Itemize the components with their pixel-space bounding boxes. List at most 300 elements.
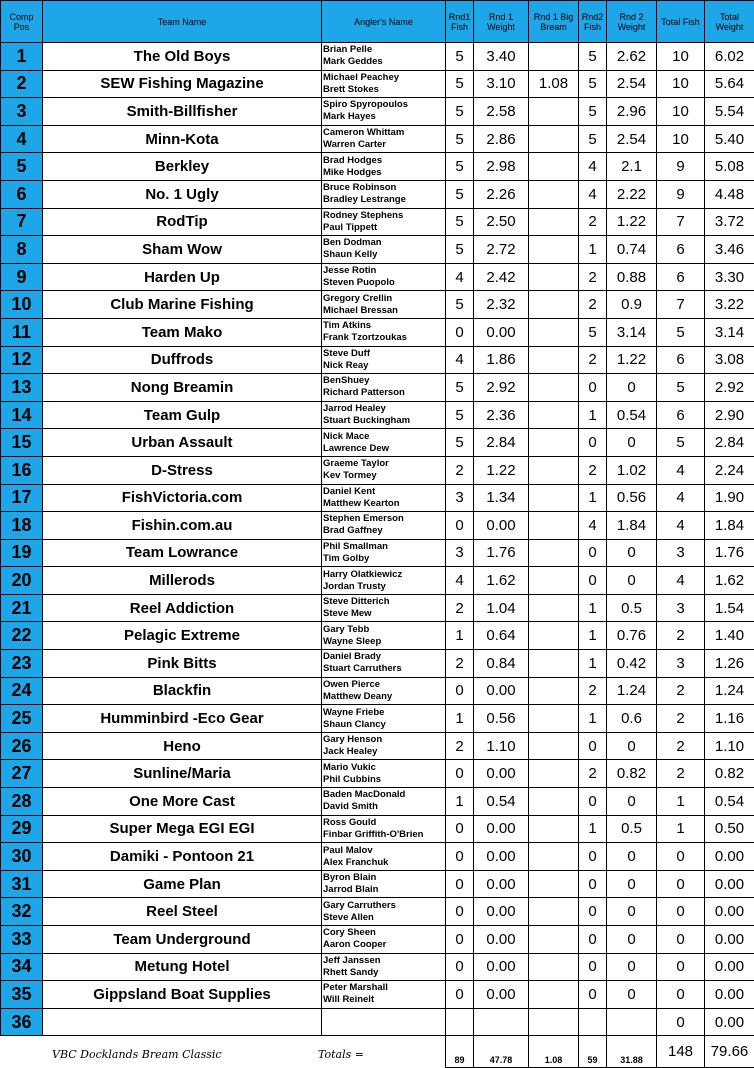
rnd1-weight-cell: 0.00	[474, 981, 529, 1009]
team-name-cell: No. 1 Ugly	[43, 180, 322, 208]
anglers-cell	[322, 926, 446, 954]
total-big-bream: 1.08	[529, 1036, 579, 1068]
angler-2: Brad Gaffney	[323, 525, 383, 537]
table-row	[1, 484, 754, 512]
comp-pos-cell: 33	[1, 926, 43, 954]
rnd2-weight-cell: 0	[607, 788, 657, 816]
big-bream-cell	[529, 760, 579, 788]
total-fish-cell: 6	[657, 401, 705, 429]
anglers-cell	[322, 125, 446, 153]
team-name-cell: Reel Addiction	[43, 594, 322, 622]
rnd1-fish-cell: 0	[446, 760, 474, 788]
total-weight-cell: 0.00	[705, 926, 754, 954]
anglers-cell	[322, 677, 446, 705]
rnd1-fish-cell: 0	[446, 981, 474, 1009]
rnd1-weight-cell: 0.00	[474, 953, 529, 981]
total-weight-cell: 3.22	[705, 291, 754, 319]
rnd2-fish-cell: 1	[579, 705, 607, 733]
rnd2-fish-cell: 2	[579, 760, 607, 788]
big-bream-cell	[529, 484, 579, 512]
angler-1: Rodney Stephens	[323, 209, 404, 221]
rnd2-fish-cell: 2	[579, 263, 607, 291]
angler-1: Ross Gould	[323, 816, 377, 828]
total-weight-cell: 0.00	[705, 953, 754, 981]
team-name-cell: Smith-Billfisher	[43, 98, 322, 126]
angler-1: Brad Hodges	[323, 154, 383, 166]
team-name-cell: The Old Boys	[43, 43, 322, 71]
anglers-cell	[322, 346, 446, 374]
anglers-cell	[322, 43, 446, 71]
anglers-cell	[322, 456, 446, 484]
big-bream-cell	[529, 263, 579, 291]
anglers-cell	[322, 732, 446, 760]
rnd2-weight-cell: 0	[607, 870, 657, 898]
header-row	[1, 1, 754, 43]
rnd2-fish-cell: 0	[579, 981, 607, 1009]
rnd1-fish-cell	[446, 1008, 474, 1036]
anglers-cell	[322, 760, 446, 788]
anglers-cell	[322, 788, 446, 816]
big-bream-cell	[529, 291, 579, 319]
rnd1-fish-cell: 4	[446, 567, 474, 595]
big-bream-cell	[529, 456, 579, 484]
rnd2-fish-cell: 0	[579, 898, 607, 926]
comp-pos-cell: 20	[1, 567, 43, 595]
comp-pos-cell: 3	[1, 98, 43, 126]
comp-pos-cell: 29	[1, 815, 43, 843]
angler-1: Paul Malov	[323, 844, 373, 856]
table-row	[1, 788, 754, 816]
comp-pos-cell: 19	[1, 539, 43, 567]
total-fish-cell: 0	[657, 981, 705, 1009]
rnd1-fish-cell: 1	[446, 788, 474, 816]
rnd2-fish-cell: 2	[579, 208, 607, 236]
angler-2: Wayne Sleep	[323, 635, 382, 647]
total-fish-cell: 10	[657, 125, 705, 153]
angler-2: Michael Bressan	[323, 304, 398, 316]
header-team-name: Team Name	[43, 1, 322, 43]
anglers-cell	[322, 208, 446, 236]
angler-2: Brett Stokes	[323, 83, 379, 95]
angler-1: Nick Mace	[323, 430, 370, 442]
comp-pos-cell: 6	[1, 180, 43, 208]
table-row	[1, 401, 754, 429]
table-row	[1, 456, 754, 484]
big-bream-cell	[529, 43, 579, 71]
total-weight-cell: 5.64	[705, 70, 754, 98]
big-bream-cell	[529, 953, 579, 981]
total-weight-cell: 0.54	[705, 788, 754, 816]
total-weight-cell: 2.92	[705, 374, 754, 402]
total-fish-cell: 6	[657, 346, 705, 374]
total-weight-cell: 5.54	[705, 98, 754, 126]
total-fish-cell: 9	[657, 153, 705, 181]
angler-1: Spiro Spyropoulos	[323, 99, 408, 111]
total-weight: 79.66	[705, 1036, 754, 1068]
team-name-cell: Heno	[43, 732, 322, 760]
table-row	[1, 236, 754, 264]
rnd2-weight-cell	[607, 1008, 657, 1036]
team-name-cell: Minn-Kota	[43, 125, 322, 153]
comp-pos-cell: 17	[1, 484, 43, 512]
rnd1-weight-cell	[474, 1008, 529, 1036]
big-bream-cell	[529, 318, 579, 346]
big-bream-cell	[529, 346, 579, 374]
rnd1-weight-cell: 1.62	[474, 567, 529, 595]
team-name-cell: Pink Bitts	[43, 650, 322, 678]
big-bream-cell	[529, 539, 579, 567]
angler-1: Phil Smallman	[323, 540, 388, 552]
rnd2-fish-cell: 0	[579, 870, 607, 898]
rnd2-weight-cell: 1.22	[607, 208, 657, 236]
rnd2-weight-cell: 0.82	[607, 760, 657, 788]
anglers-cell	[322, 512, 446, 540]
comp-pos-cell: 23	[1, 650, 43, 678]
rnd1-fish-cell: 0	[446, 815, 474, 843]
total-weight-cell: 1.24	[705, 677, 754, 705]
angler-1: Jeff Janssen	[323, 954, 381, 966]
rnd2-fish-cell: 1	[579, 594, 607, 622]
rnd1-fish-cell: 0	[446, 318, 474, 346]
angler-1: Steve Ditterich	[323, 596, 390, 608]
table-row	[1, 898, 754, 926]
team-name-cell: Damiki - Pontoon 21	[43, 843, 322, 871]
angler-1: Owen Pierce	[323, 678, 381, 690]
anglers-cell	[322, 318, 446, 346]
angler-1: Jarrod Healey	[323, 403, 386, 415]
team-name-cell: Nong Breamin	[43, 374, 322, 402]
comp-pos-cell: 7	[1, 208, 43, 236]
team-name-cell: Humminbird -Eco Gear	[43, 705, 322, 733]
total-fish-cell: 10	[657, 98, 705, 126]
team-name-cell: Fishin.com.au	[43, 512, 322, 540]
rnd2-fish-cell: 2	[579, 346, 607, 374]
rnd2-fish-cell: 2	[579, 456, 607, 484]
rnd2-fish-cell: 4	[579, 512, 607, 540]
angler-2: Shaun Kelly	[323, 249, 378, 261]
total-fish-cell: 9	[657, 180, 705, 208]
rnd1-fish-cell: 5	[446, 208, 474, 236]
angler-2: Bradley Lestrange	[323, 194, 406, 206]
team-name-cell: Game Plan	[43, 870, 322, 898]
anglers-cell	[322, 263, 446, 291]
rnd1-weight-cell: 2.32	[474, 291, 529, 319]
team-name-cell: Duffrods	[43, 346, 322, 374]
rnd2-fish-cell: 1	[579, 484, 607, 512]
total-fish-cell: 2	[657, 622, 705, 650]
rnd2-fish-cell: 0	[579, 926, 607, 954]
rnd1-fish-cell: 5	[446, 43, 474, 71]
table-row	[1, 815, 754, 843]
big-bream-cell	[529, 650, 579, 678]
big-bream-cell	[529, 98, 579, 126]
rnd2-weight-cell: 0.42	[607, 650, 657, 678]
rnd2-weight-cell: 2.62	[607, 43, 657, 71]
comp-pos-cell: 21	[1, 594, 43, 622]
team-name-cell: Berkley	[43, 153, 322, 181]
table-row	[1, 43, 754, 71]
rnd1-weight-cell: 0.00	[474, 926, 529, 954]
rnd1-weight-cell: 0.00	[474, 815, 529, 843]
total-weight-cell: 3.46	[705, 236, 754, 264]
header-anglers-name: Angler's Name	[322, 1, 446, 43]
rnd2-fish-cell: 1	[579, 650, 607, 678]
rnd1-fish-cell: 0	[446, 677, 474, 705]
event-title: VBC Docklands Bream Classic	[52, 1048, 222, 1061]
total-rnd1-weight: 47.78	[474, 1036, 529, 1068]
total-weight-cell: 0.82	[705, 760, 754, 788]
anglers-cell	[322, 870, 446, 898]
comp-pos-cell: 27	[1, 760, 43, 788]
rnd1-weight-cell: 0.00	[474, 870, 529, 898]
angler-1: Gary Henson	[323, 734, 383, 746]
rnd2-fish-cell: 0	[579, 953, 607, 981]
table-row	[1, 374, 754, 402]
total-fish-cell: 0	[657, 926, 705, 954]
angler-2: Mike Hodges	[323, 166, 382, 178]
total-fish-cell: 5	[657, 429, 705, 457]
rnd1-fish-cell: 0	[446, 953, 474, 981]
rnd1-fish-cell: 5	[446, 153, 474, 181]
angler-2: Matthew Kearton	[323, 497, 400, 509]
rnd1-fish-cell: 3	[446, 539, 474, 567]
header-total-fish: Total Fish	[657, 1, 705, 43]
rnd1-fish-cell: 5	[446, 180, 474, 208]
comp-pos-cell: 1	[1, 43, 43, 71]
table-row	[1, 125, 754, 153]
table-row	[1, 291, 754, 319]
angler-2: Stuart Carruthers	[323, 663, 402, 675]
team-name-cell: Team Mako	[43, 318, 322, 346]
rnd1-fish-cell: 0	[446, 898, 474, 926]
angler-2: Lawrence Dew	[323, 442, 389, 454]
angler-2: Aaron Cooper	[323, 939, 387, 951]
comp-pos-cell: 15	[1, 429, 43, 457]
comp-pos-cell: 13	[1, 374, 43, 402]
rnd1-weight-cell: 2.86	[474, 125, 529, 153]
total-weight-cell: 3.30	[705, 263, 754, 291]
angler-2: Nick Reay	[323, 359, 369, 371]
big-bream-cell	[529, 512, 579, 540]
rnd2-fish-cell: 5	[579, 125, 607, 153]
anglers-cell	[322, 429, 446, 457]
table-row	[1, 429, 754, 457]
total-weight-cell: 1.26	[705, 650, 754, 678]
angler-1: Cameron Whittam	[323, 127, 405, 139]
results-body	[1, 43, 754, 1036]
team-name-cell: Urban Assault	[43, 429, 322, 457]
angler-1: Cory Sheen	[323, 927, 376, 939]
rnd1-fish-cell: 2	[446, 650, 474, 678]
big-bream-cell	[529, 815, 579, 843]
total-fish-cell: 2	[657, 732, 705, 760]
table-row	[1, 263, 754, 291]
comp-pos-cell: 32	[1, 898, 43, 926]
total-fish-cell: 7	[657, 291, 705, 319]
rnd1-fish-cell: 0	[446, 926, 474, 954]
comp-pos-cell: 14	[1, 401, 43, 429]
total-fish-cell: 0	[657, 843, 705, 871]
total-weight-cell: 1.10	[705, 732, 754, 760]
comp-pos-cell: 34	[1, 953, 43, 981]
angler-2: Jarrod Blain	[323, 884, 379, 896]
rnd2-weight-cell: 2.96	[607, 98, 657, 126]
rnd1-weight-cell: 2.50	[474, 208, 529, 236]
angler-2: Frank Tzortzoukas	[323, 332, 407, 344]
team-name-cell: SEW Fishing Magazine	[43, 70, 322, 98]
anglers-cell	[322, 291, 446, 319]
rnd1-weight-cell: 1.22	[474, 456, 529, 484]
team-name-cell: Reel Steel	[43, 898, 322, 926]
rnd1-weight-cell: 0.54	[474, 788, 529, 816]
rnd1-weight-cell: 0.64	[474, 622, 529, 650]
rnd1-weight-cell: 1.10	[474, 732, 529, 760]
angler-2: Stuart Buckingham	[323, 415, 411, 427]
angler-1: Michael Peachey	[323, 71, 400, 83]
team-name-cell: Blackfin	[43, 677, 322, 705]
rnd1-fish-cell: 1	[446, 622, 474, 650]
team-name-cell: RodTip	[43, 208, 322, 236]
angler-1: Wayne Friebe	[323, 706, 385, 718]
rnd1-weight-cell: 2.72	[474, 236, 529, 264]
big-bream-cell	[529, 677, 579, 705]
total-rnd1-fish: 89	[446, 1036, 474, 1068]
rnd1-fish-cell: 5	[446, 98, 474, 126]
header-rnd1-fish: Rnd1 Fish	[446, 1, 474, 43]
angler-1: Stephen Emerson	[323, 513, 404, 525]
big-bream-cell	[529, 567, 579, 595]
angler-2: Steven Puopolo	[323, 277, 395, 289]
comp-pos-cell: 4	[1, 125, 43, 153]
team-name-cell: Harden Up	[43, 263, 322, 291]
team-name-cell: Team Gulp	[43, 401, 322, 429]
table-row	[1, 650, 754, 678]
comp-pos-cell: 16	[1, 456, 43, 484]
team-name-cell: Sunline/Maria	[43, 760, 322, 788]
rnd1-fish-cell: 0	[446, 870, 474, 898]
total-weight-cell: 1.76	[705, 539, 754, 567]
table-row	[1, 926, 754, 954]
total-fish-cell: 7	[657, 208, 705, 236]
rnd1-fish-cell: 1	[446, 705, 474, 733]
rnd1-weight-cell: 1.86	[474, 346, 529, 374]
big-bream-cell	[529, 208, 579, 236]
header-rnd2-weight: Rnd 2 Weight	[607, 1, 657, 43]
comp-pos-cell: 26	[1, 732, 43, 760]
total-weight-cell: 4.48	[705, 180, 754, 208]
big-bream-cell	[529, 1008, 579, 1036]
rnd2-weight-cell: 0.74	[607, 236, 657, 264]
rnd1-fish-cell: 5	[446, 70, 474, 98]
angler-2: Jack Healey	[323, 746, 378, 758]
comp-pos-cell: 28	[1, 788, 43, 816]
rnd2-weight-cell: 0	[607, 374, 657, 402]
total-fish-cell: 6	[657, 263, 705, 291]
total-weight-cell: 1.84	[705, 512, 754, 540]
angler-2: Matthew Deany	[323, 690, 393, 702]
team-name-cell: Sham Wow	[43, 236, 322, 264]
rnd2-fish-cell: 0	[579, 374, 607, 402]
comp-pos-cell: 31	[1, 870, 43, 898]
table-row	[1, 677, 754, 705]
angler-2: Phil Cubbins	[323, 773, 382, 785]
table-row	[1, 180, 754, 208]
big-bream-cell	[529, 732, 579, 760]
anglers-cell	[322, 236, 446, 264]
total-fish: 148	[657, 1036, 705, 1068]
total-fish-cell: 2	[657, 705, 705, 733]
rnd2-weight-cell: 1.02	[607, 456, 657, 484]
rnd2-weight-cell: 0.5	[607, 594, 657, 622]
rnd2-fish-cell: 5	[579, 70, 607, 98]
total-fish-cell: 5	[657, 318, 705, 346]
big-bream-cell	[529, 843, 579, 871]
total-weight-cell: 0.00	[705, 1008, 754, 1036]
total-fish-cell: 4	[657, 567, 705, 595]
angler-1: Harry Olatkiewicz	[323, 568, 403, 580]
rnd2-weight-cell: 2.54	[607, 125, 657, 153]
rnd1-weight-cell: 2.84	[474, 429, 529, 457]
rnd1-fish-cell: 5	[446, 401, 474, 429]
rnd2-fish-cell: 0	[579, 567, 607, 595]
comp-pos-cell: 12	[1, 346, 43, 374]
rnd1-weight-cell: 0.00	[474, 760, 529, 788]
rnd2-fish-cell: 0	[579, 539, 607, 567]
rnd1-fish-cell: 4	[446, 346, 474, 374]
angler-2: Steve Mew	[323, 608, 372, 620]
rnd2-weight-cell: 0	[607, 926, 657, 954]
total-weight-cell: 3.14	[705, 318, 754, 346]
rnd1-weight-cell: 1.34	[474, 484, 529, 512]
anglers-cell	[322, 153, 446, 181]
comp-pos-cell: 9	[1, 263, 43, 291]
rnd2-fish-cell: 0	[579, 788, 607, 816]
anglers-cell	[322, 953, 446, 981]
total-weight-cell: 0.00	[705, 981, 754, 1009]
comp-pos-cell: 5	[1, 153, 43, 181]
table-row	[1, 953, 754, 981]
rnd1-weight-cell: 0.00	[474, 898, 529, 926]
rnd2-weight-cell: 0.5	[607, 815, 657, 843]
comp-pos-cell: 10	[1, 291, 43, 319]
team-name-cell: One More Cast	[43, 788, 322, 816]
big-bream-cell	[529, 429, 579, 457]
angler-2: Steve Allen	[323, 911, 374, 923]
total-fish-cell: 10	[657, 43, 705, 71]
angler-2: Alex Franchuk	[323, 856, 389, 868]
anglers-cell	[322, 843, 446, 871]
total-weight-cell: 2.90	[705, 401, 754, 429]
rnd2-weight-cell: 0.9	[607, 291, 657, 319]
total-weight-cell: 3.72	[705, 208, 754, 236]
angler-2: Shaun Clancy	[323, 718, 386, 730]
total-fish-cell: 0	[657, 953, 705, 981]
table-row	[1, 512, 754, 540]
anglers-cell	[322, 567, 446, 595]
rnd2-fish-cell: 5	[579, 43, 607, 71]
total-weight-cell: 1.54	[705, 594, 754, 622]
angler-1: Mario Vukic	[323, 761, 376, 773]
table-row	[1, 318, 754, 346]
table-row	[1, 622, 754, 650]
angler-2: Paul Tippett	[323, 221, 378, 233]
team-name-cell: Team Lowrance	[43, 539, 322, 567]
table-row	[1, 208, 754, 236]
rnd1-weight-cell: 0.00	[474, 677, 529, 705]
total-fish-cell: 0	[657, 898, 705, 926]
big-bream-cell: 1.08	[529, 70, 579, 98]
rnd2-weight-cell: 1.22	[607, 346, 657, 374]
